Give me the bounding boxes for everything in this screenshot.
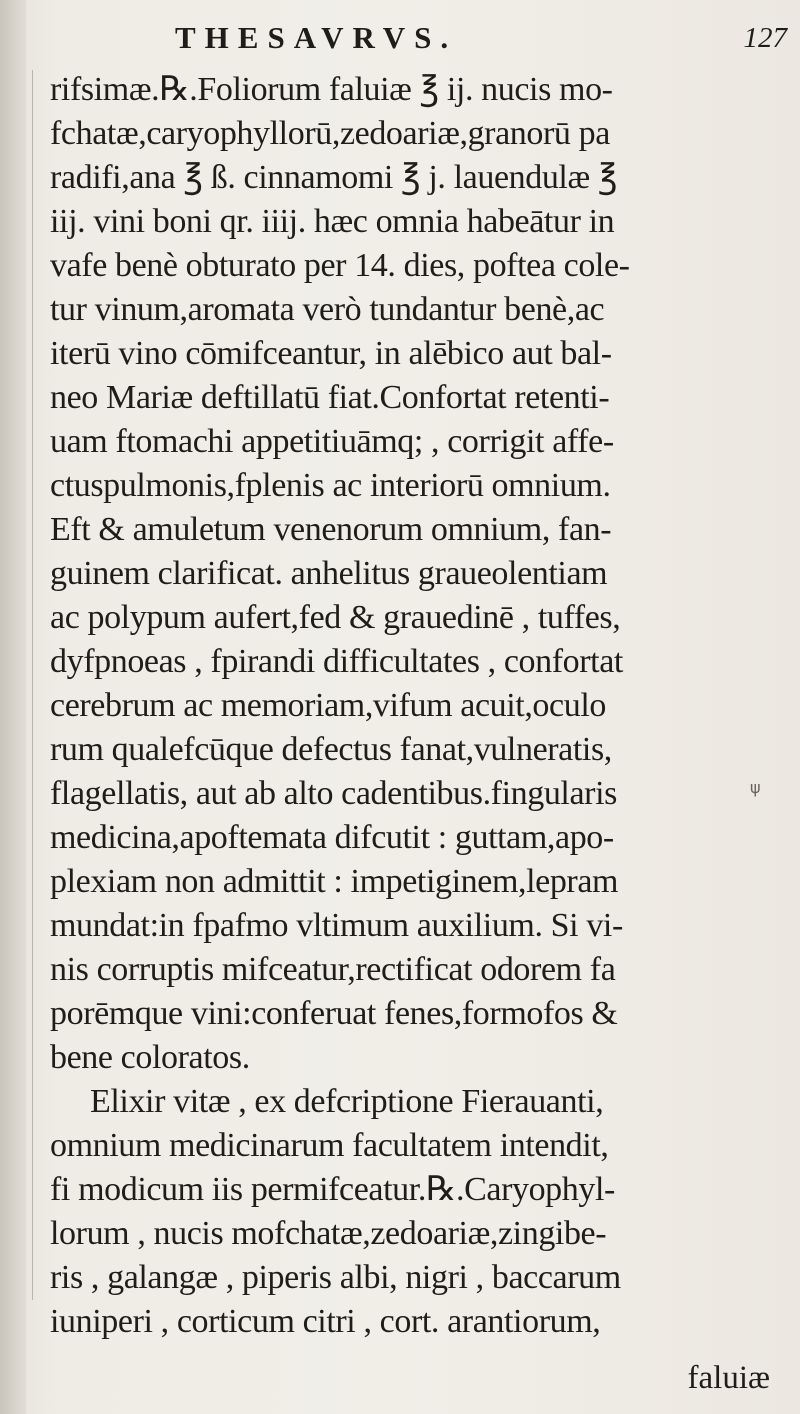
page-header [175,20,795,66]
text-line: porēmque vini:conferuat fenes,formofos & [50,995,618,1032]
text-line: guinem clarificat. anhelitus graueolentiam [50,555,608,592]
text-line: dyfpnoeas , fpirandi difficultates , confortat [50,643,623,680]
text-line: cerebrum ac memoriam,vifum acuit,oculo [50,687,606,724]
text-line: medicina,apoftemata difcutit : guttam,apo- [50,819,614,856]
text-line: mundat:in fpafmo vltimum auxilium. Si vi- [50,907,623,944]
text-line: iij. vini boni qr. iiij. hæc omnia habeātur in [50,203,615,240]
text-line: nis corruptis mifceatur,rectificat odorem fa [50,951,616,988]
text-line: ctuspulmonis,fplenis ac interiorū omnium. [50,467,611,504]
text-line: omnium medicinarum facultatem intendit, [50,1127,609,1164]
text-line: iuniperi , corticum citri , cort. arantiorum, [50,1303,601,1340]
text-line: radifi,ana ℥ ß. cinnamomi ℥ j. lauendulæ ℥ [50,159,618,196]
margin-rule [32,70,33,1300]
page-gutter [0,0,26,1414]
page-number: 127 [743,22,787,54]
text-line: ris , galangæ , piperis albi, nigri , baccarum [50,1259,621,1296]
text-line: plexiam non admittit : impetiginem,lepram [50,863,619,900]
text-line: Eft & amuletum venenorum omnium, fan- [50,511,612,548]
catchword: faluiæ [687,1360,770,1396]
text-line: fchatæ,caryophyllorū,zedoariæ,granorū pa [50,115,610,152]
text-line: iterū vino cōmifceantur, in alēbico aut bal- [50,335,612,372]
text-line: lorum , nucis mofchatæ,zedoariæ,zingibe- [50,1215,607,1252]
text-line: rum qualefcūque defectus fanat,vulneratis, [50,731,612,768]
text-line: neo Mariæ deftillatū fiat.Confortat retenti- [50,379,610,416]
text-line: ac polypum aufert,fed & grauedinē , tuffes, [50,599,621,636]
text-line: bene coloratos. [50,1039,250,1076]
text-line: rifsimæ.℞.Foliorum faluiæ ℥ ij. nucis mo- [50,71,613,108]
running-title: THESAVRVS. [175,20,458,55]
text-line: uam ftomachi appetitiuāmq; , corrigit affe- [50,423,614,460]
paragraph-start-line: Elixir vitæ , ex defcriptione Fierauanti, [90,1083,604,1120]
text-line: vafe benè obturato per 14. dies, poftea cole- [50,247,630,284]
text-line: flagellatis, aut ab alto cadentibus.fingularis [50,775,617,812]
text-line: fi modicum iis permifceatur.℞.Caryophyl- [50,1171,615,1208]
text-line: tur vinum,aromata verò tundantur benè,ac [50,291,605,328]
margin-mark: ψ [750,778,761,797]
body-text [50,68,785,1344]
